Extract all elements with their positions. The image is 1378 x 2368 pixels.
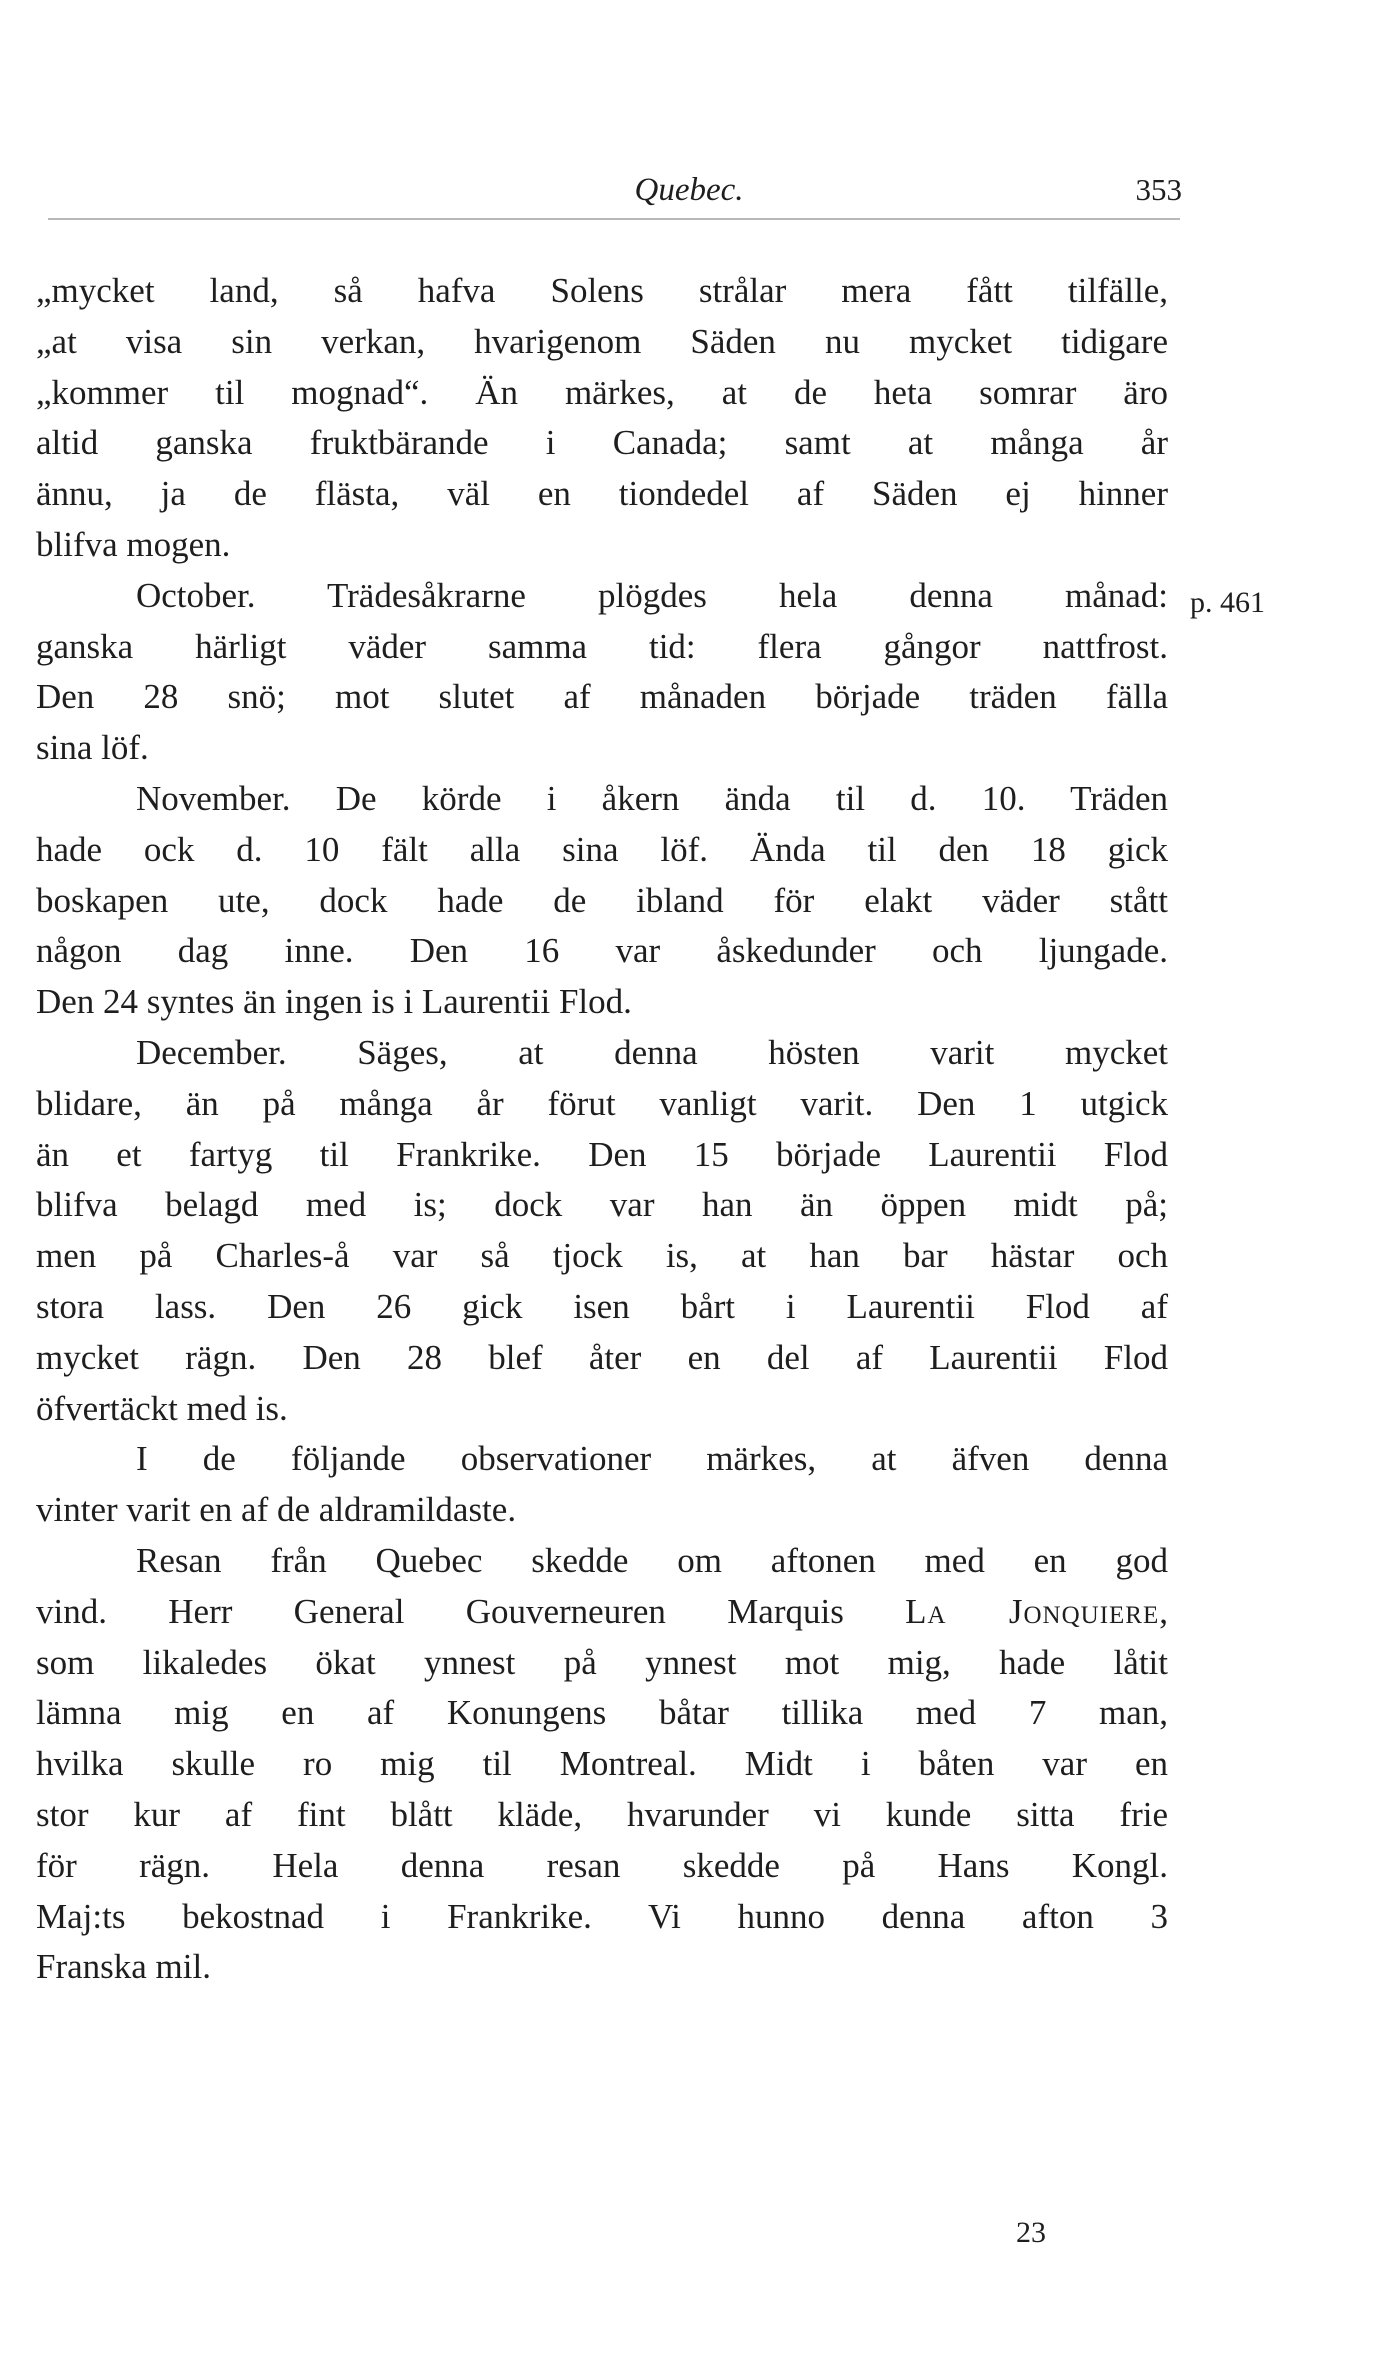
text-line: blifva belagd med is; dock var han än öppen midt på; [36, 1185, 1168, 1225]
text-line: Maj:ts bekostnad i Frankrike. Vi hunno denna afton 3 [36, 1896, 1168, 1936]
text-line: än et fartyg til Frankrike. Den 15 började Laurentii Flod [36, 1134, 1168, 1174]
signature-mark: 23 [1016, 2216, 1046, 2249]
text-line: mycket rägn. Den 28 blef åter en del af Laurentii Flod [36, 1337, 1168, 1377]
text-line: altid ganska fruktbärande i Canada; samt at många år [36, 423, 1168, 463]
text-line: ännu, ja de flästa, väl en tiondedel af Säden ej hinner [36, 474, 1168, 514]
text-line: December. Säges, at denna hösten varit mycket [136, 1032, 1168, 1072]
text-line: November. De körde i åkern ända til d. 10. Träden [136, 778, 1168, 818]
page-number: 353 [1135, 172, 1182, 207]
text-line: „kommer til mognad“. Än märkes, at de heta somrar äro [36, 372, 1168, 412]
text-line: ganska härligt väder samma tid: flera gångor nattfrost. [36, 626, 1168, 666]
text-line: som likaledes ökat ynnest på ynnest mot mig, hade låtit [36, 1642, 1168, 1682]
person-name: La Jonquiere [905, 1591, 1160, 1631]
text-line: „mycket land, så hafva Solens strålar mera fått tilfälle, [36, 271, 1168, 310]
running-title: Quebec. [634, 172, 744, 208]
margin-note: p. 461 [1190, 586, 1265, 619]
text-line: Resan från Quebec skedde om aftonen med en god [136, 1540, 1168, 1580]
text-line: blidare, än på många år förut vanligt varit. Den 1 utgick [36, 1083, 1168, 1123]
body-text [36, 266, 1168, 1993]
running-header [0, 172, 1378, 222]
text-line: för rägn. Hela denna resan skedde på Hans Kongl. [36, 1845, 1168, 1885]
text-line: hade ock d. 10 fält alla sina löf. Ända til den 18 gick [36, 829, 1168, 869]
text-line: boskapen ute, dock hade de ibland för elakt väder stått [36, 880, 1168, 920]
text-line: October. Trädesåkrarne plögdes hela denna månad: [136, 575, 1168, 615]
text-line: stor kur af fint blått kläde, hvarunder vi kunde sitta frie [36, 1794, 1168, 1834]
text-line: lämna mig en af Konungens båtar tillika med 7 man, [36, 1693, 1168, 1733]
text-line: „at visa sin verkan, hvarigenom Säden nu mycket tidigare [36, 321, 1168, 361]
text-line: vinter varit en af de aldramildaste. [36, 1490, 517, 1530]
text-segment: vind. Herr General Gouverneuren Marquis [36, 1591, 906, 1631]
text-line: någon dag inne. Den 16 var åskedunder och ljungade. [36, 931, 1168, 971]
text-line: blifva mogen. [36, 524, 231, 564]
text-line: Den 28 snö; mot slutet af månaden började träden fälla [36, 677, 1168, 717]
text-segment: , [1159, 1591, 1168, 1631]
text-line: men på Charles-å var så tjock is, at han bar hästar och [36, 1236, 1168, 1276]
text-line: I de följande observationer märkes, at äfven denna [136, 1439, 1168, 1479]
text-line: stora lass. Den 26 gick isen bårt i Laurentii Flod af [36, 1286, 1168, 1326]
text-line: Franska mil. [36, 1947, 211, 1987]
text-line [36, 1587, 1168, 1638]
text-line: sina löf. [36, 728, 149, 768]
text-line: hvilka skulle ro mig til Montreal. Midt i båten var en [36, 1744, 1168, 1784]
text-line: Den 24 syntes än ingen is i Laurentii Flod. [36, 982, 632, 1022]
text-line: öfvertäckt med is. [36, 1388, 288, 1428]
header-rule [48, 218, 1180, 220]
